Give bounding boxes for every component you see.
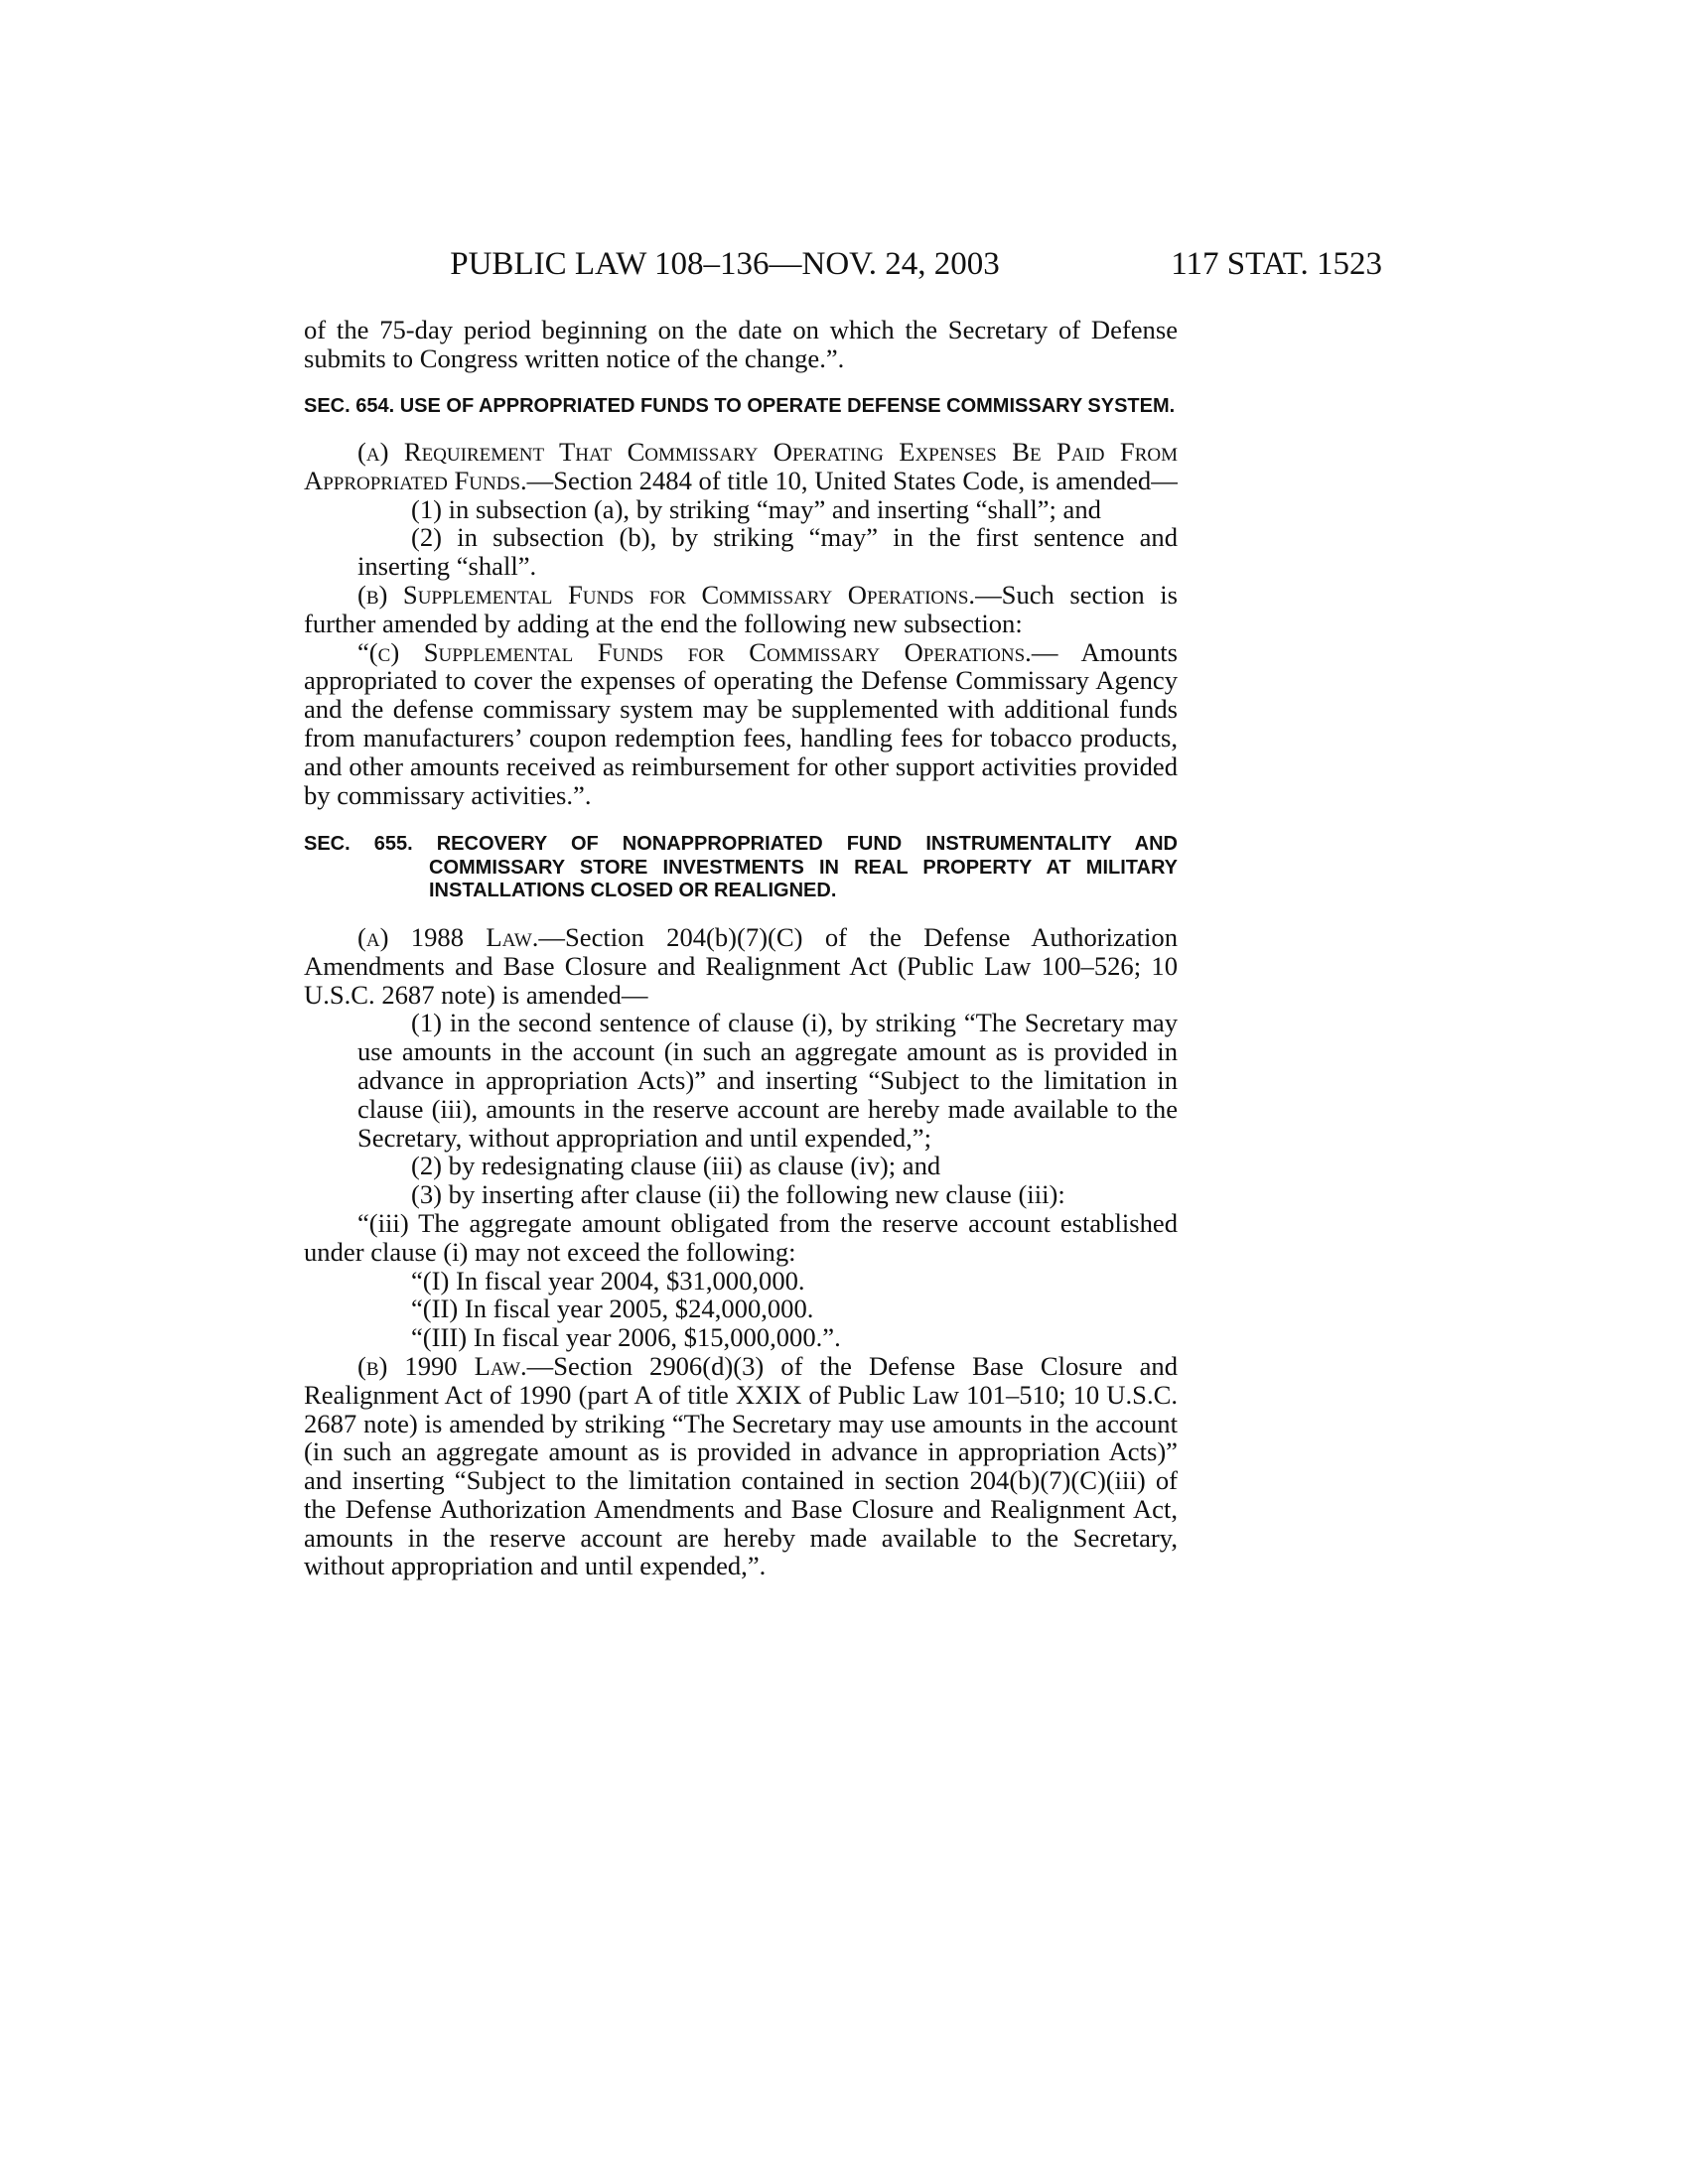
- subsection-a-heading: (a) 1988 Law.: [357, 921, 539, 952]
- running-title: PUBLIC LAW 108–136—NOV. 24, 2003: [450, 246, 1000, 282]
- section-654-paragraph-2: (2) in subsection (b), by striking “may” in the first sentence and inserting “shall”.: [357, 522, 1178, 582]
- section-655-subsection-b: (b) 1990 Law.—Section 2906(d)(3) of the Defense Base Closure and Realignment Act of 1990 (part A of title XXIX of Public Law 101–510; 10 U.S.C. 2687 note) is amended by striking “The Secretary may use amounts in the account (in such an aggregate amount as is provided in advance in appropriation Acts)” and inserting “Subject to the limitation contained in section 204(b)(7)(C)(iii) of the Defense Authorization Amendments and Base Closure and Realignment Act, amounts in the reserve account are hereby made available to the Secretary, without appropriation and until expended,”.: [304, 1350, 1178, 1581]
- section-655-subsection-a: (a) 1988 Law.—Section 204(b)(7)(C) of the Defense Authorization Amendments and Base Closure and Realignment Act (Public Law 100–526; 10 U.S.C. 2687 note) is amended—: [304, 921, 1178, 1010]
- subsection-b-heading: (b) 1990 Law.: [357, 1350, 527, 1381]
- subsection-b-heading: (b) Supplemental Funds for Commissary Operations.: [357, 580, 976, 611]
- subclause-I: “(I) In fiscal year 2004, $31,000,000.: [411, 1265, 805, 1296]
- section-655-paragraph-3: (3) by inserting after clause (ii) the following new clause (iii):: [411, 1179, 1065, 1210]
- section-654-subsection-c: “(c) Supplemental Funds for Commissary Operations.— Amounts appropriated to cover the expenses of operating the Defense Commissary Agency and the defense commissary system may be supplemented with additional funds from manufacturers’ coupon redemption fees, handling fees for tobacco products, and other amounts received as reimbursement for other support activities provided by commissary activities.”.: [304, 636, 1178, 810]
- stat-page-number: 117 STAT. 1523: [1171, 246, 1382, 282]
- section-654-heading: SEC. 654. USE OF APPROPRIATED FUNDS TO OPERATE DEFENSE COMMISSARY SYSTEM.: [304, 394, 1176, 417]
- subclause-III: “(III) In fiscal year 2006, $15,000,000.”.: [411, 1322, 841, 1353]
- document-body: [304, 316, 1178, 1580]
- section-655-paragraph-2: (2) by redesignating clause (iii) as clause (iv); and: [411, 1151, 941, 1181]
- continuation-paragraph: of the 75-day period beginning on the date on which the Secretary of Defense submits to Congress written notice of the change.”.: [304, 315, 1178, 373]
- subclause-II: “(II) In fiscal year 2005, $24,000,000.: [411, 1294, 814, 1324]
- page-header: [417, 246, 1382, 286]
- subsection-a-heading: (a) Requirement That Commissary Operating Expenses Be Paid From Appropriated Funds.: [304, 437, 1178, 495]
- clause-iii: “(iii) The aggregate amount obligated from the reserve account established under clause (i) may not exceed the following:: [304, 1207, 1178, 1267]
- subsection-c-heading: “(c) Supplemental Funds for Commissary Operations.: [357, 636, 1032, 667]
- section-654-paragraph-1: (1) in subsection (a), by striking “may” and inserting “shall”; and: [411, 493, 1101, 524]
- section-655-paragraph-1: (1) in the second sentence of clause (i), by striking “The Secretary may use amounts in the account (in such an aggregate amount as is provided in advance in appropriation Acts)” and inserting “Subject to the limitation in clause (iii), amounts in the reserve account are hereby made available to the Secretary, without appropriation and until expended,”;: [357, 1008, 1178, 1153]
- section-654-subsection-b: (b) Supplemental Funds for Commissary Operations.—Such section is further amended by adding at the end the following new subsection:: [304, 580, 1178, 638]
- section-655-heading: SEC. 655. RECOVERY OF NONAPPROPRIATED FUND INSTRUMENTALITY AND COMMISSARY STORE INVESTMENTS IN REAL PROPERTY AT MILITARY INSTALLATIONS CLOSED OR REALIGNED.: [304, 833, 1178, 902]
- section-654-subsection-a: (a) Requirement That Commissary Operating Expenses Be Paid From Appropriated Funds.—Section 2484 of title 10, United States Code, is amended—: [304, 437, 1178, 495]
